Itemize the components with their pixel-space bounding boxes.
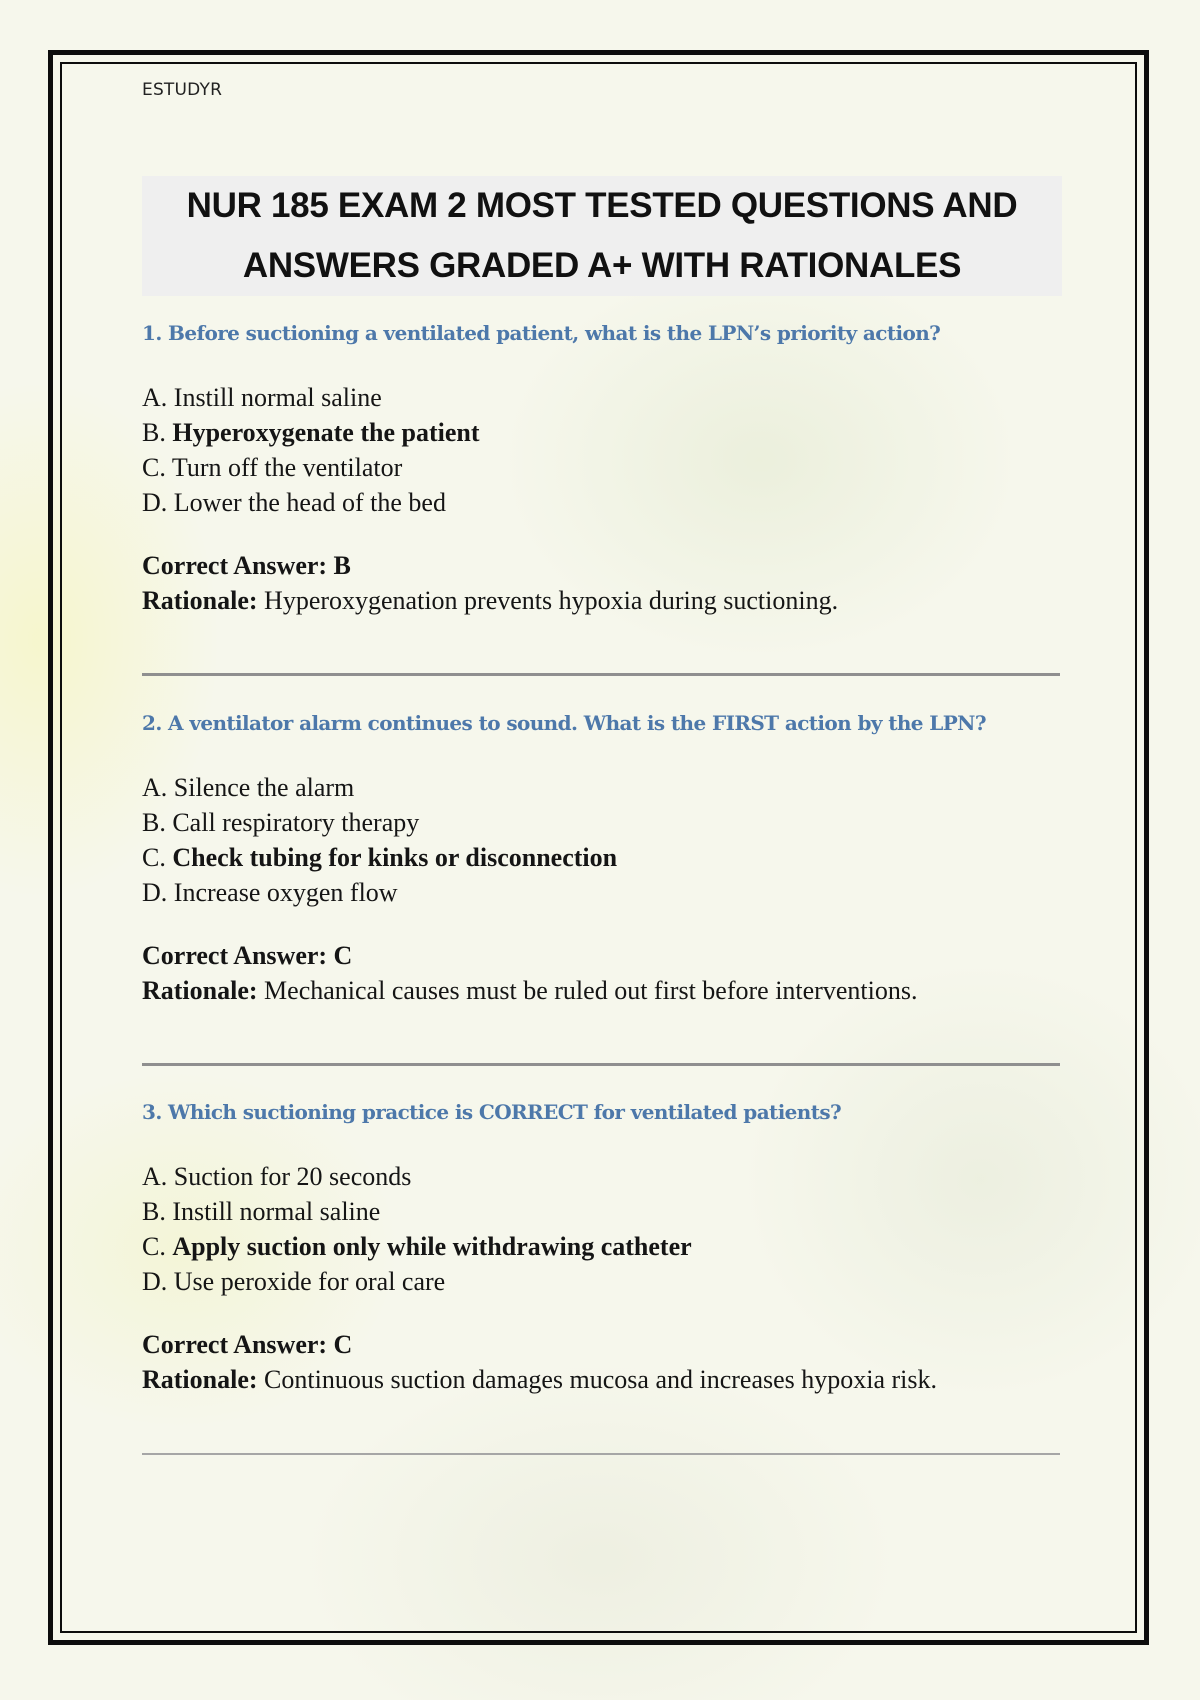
option-b [142, 415, 1062, 450]
rationale [142, 583, 1062, 618]
option-letter: C. [142, 843, 166, 872]
option-b [142, 805, 1062, 840]
option-d [142, 1264, 1062, 1299]
question-block-1 [142, 320, 1062, 618]
title-banner [142, 176, 1062, 296]
option-a [142, 380, 1062, 415]
option-letter: C. [142, 1232, 166, 1261]
title-line-1: NUR 185 EXAM 2 MOST TESTED QUESTIONS AND [186, 186, 1018, 225]
section-divider [142, 673, 1060, 676]
section-divider [142, 1453, 1060, 1455]
rationale [142, 973, 1062, 1008]
correct-answer: Correct Answer: B [142, 551, 351, 580]
question-block-2 [142, 710, 1062, 1008]
option-c [142, 840, 1062, 875]
option-d [142, 485, 1062, 520]
rationale-text: Continuous suction damages mucosa and increases hypoxia risk. [264, 1365, 938, 1394]
option-text: Use peroxide for oral care [173, 1267, 446, 1296]
option-c [142, 450, 1062, 485]
rationale-label: Rationale: [142, 1365, 258, 1394]
question-text: 1. Before suctioning a ventilated patient, what is the LPN’s priority action? [142, 321, 941, 345]
option-d [142, 875, 1062, 910]
option-letter: A. [142, 773, 168, 802]
question-text: 2. A ventilator alarm continues to sound. What is the FIRST action by the LPN? [142, 711, 986, 735]
correct-answer: Correct Answer: C [142, 941, 353, 970]
option-letter: A. [142, 383, 168, 412]
section-divider [142, 1063, 1060, 1066]
question-text: 3. Which suctioning practice is CORRECT for ventilated patients? [142, 1100, 842, 1124]
option-text-correct: Hyperoxygenate the patient [172, 418, 480, 447]
option-letter: B. [142, 418, 166, 447]
option-c [142, 1229, 1062, 1264]
option-letter: D. [142, 1267, 168, 1296]
options-list [142, 1159, 1062, 1299]
option-text: Turn off the ventilator [171, 453, 403, 482]
option-text: Instill normal saline [172, 1197, 381, 1226]
option-letter: A. [142, 1162, 168, 1191]
option-letter: D. [142, 878, 168, 907]
question-block-3 [142, 1099, 1062, 1397]
option-text-correct: Apply suction only while withdrawing catheter [172, 1232, 692, 1261]
option-b [142, 1194, 1062, 1229]
options-list [142, 380, 1062, 520]
title-line-2: ANSWERS GRADED A+ WITH RATIONALES [242, 246, 962, 285]
option-text: Silence the alarm [173, 773, 355, 802]
rationale-label: Rationale: [142, 586, 258, 615]
options-list [142, 770, 1062, 910]
option-text: Lower the head of the bed [173, 488, 446, 517]
correct-answer: Correct Answer: C [142, 1330, 353, 1359]
option-text: Increase oxygen flow [173, 878, 398, 907]
rationale-text: Mechanical causes must be ruled out first before interventions. [264, 976, 918, 1005]
option-letter: D. [142, 488, 168, 517]
option-letter: C. [142, 453, 166, 482]
page-title [187, 176, 1018, 296]
option-text: Instill normal saline [173, 383, 382, 412]
rationale-text: Hyperoxygenation prevents hypoxia during suctioning. [264, 586, 839, 615]
option-letter: B. [142, 1197, 166, 1226]
option-text-correct: Check tubing for kinks or disconnection [172, 843, 618, 872]
answer-section [142, 548, 1062, 618]
rationale-label: Rationale: [142, 976, 258, 1005]
option-a [142, 770, 1062, 805]
answer-section [142, 938, 1062, 1008]
rationale [142, 1362, 1062, 1397]
answer-section [142, 1327, 1062, 1397]
option-text: Suction for 20 seconds [173, 1162, 412, 1191]
option-text: Call respiratory therapy [172, 808, 420, 837]
option-a [142, 1159, 1062, 1194]
option-letter: B. [142, 808, 166, 837]
brand-label: ESTUDYR [142, 80, 223, 100]
